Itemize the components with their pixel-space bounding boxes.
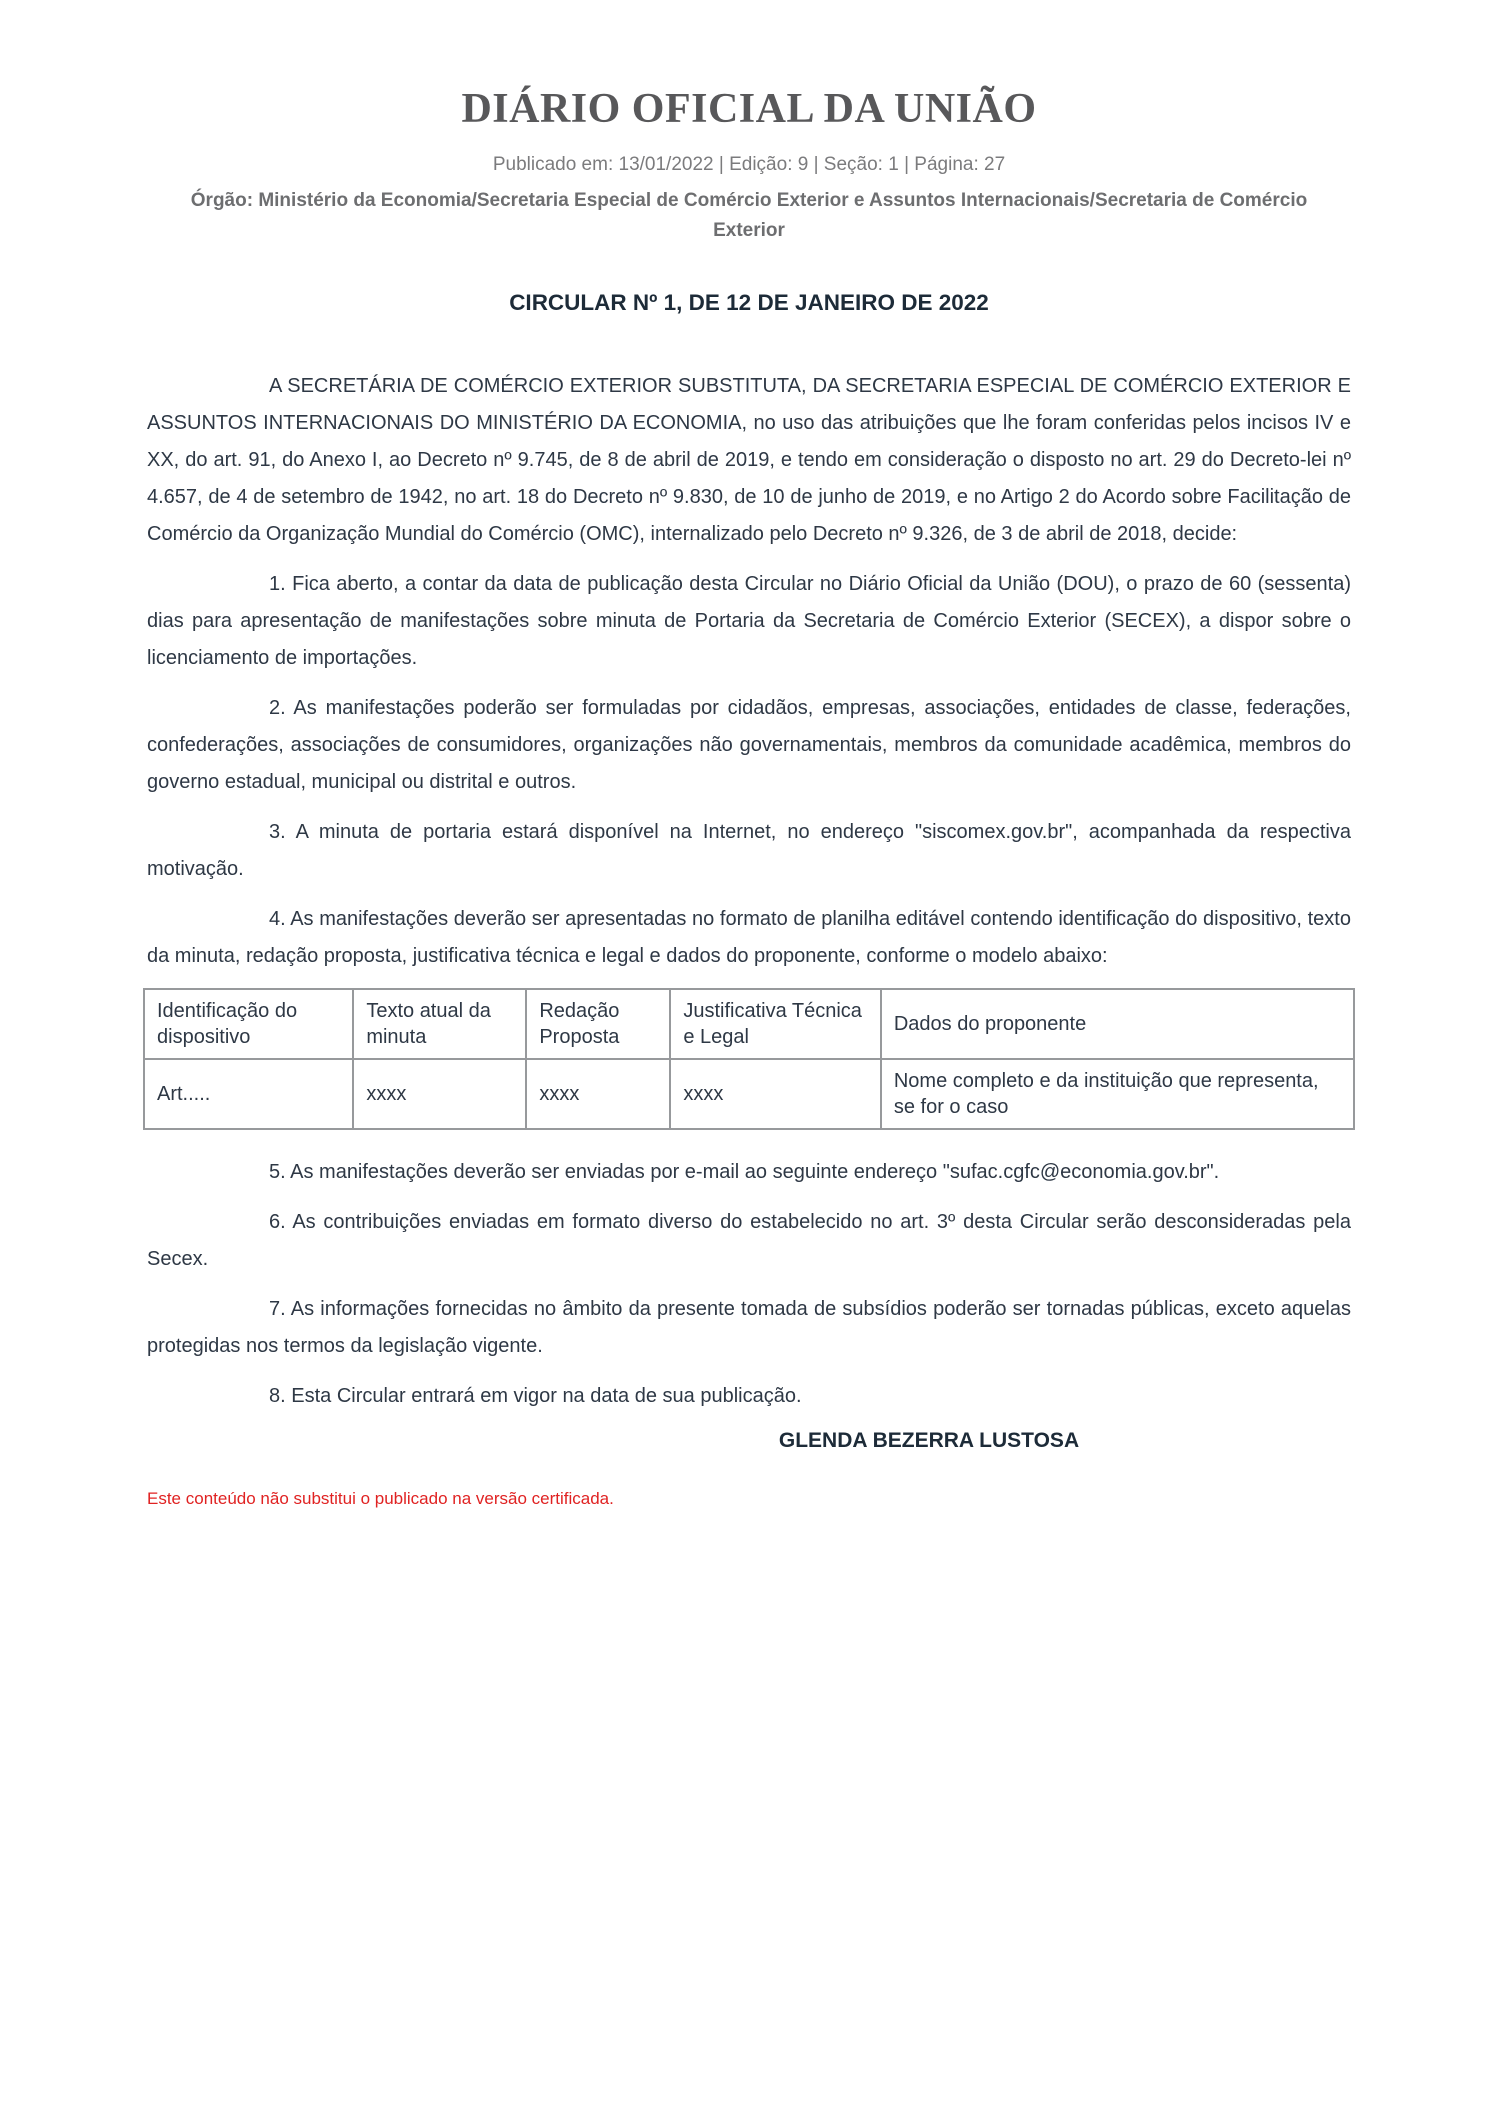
table-row — [144, 1059, 1354, 1129]
table-header-proponent-data: Dados do proponente — [881, 989, 1354, 1059]
paragraph-item-7: 7. As informações fornecidas no âmbito da presente tomada de subsídios poderão ser tornadas públicas, exceto aquelas protegidas nos termos da legislação vigente. — [147, 1298, 1351, 1357]
table-header-row — [144, 989, 1354, 1059]
table-cell-current-text: xxxx — [353, 1059, 526, 1129]
paragraph-item-1: 1. Fica aberto, a contar da data de publicação desta Circular no Diário Oficial da União (DOU), o prazo de 60 (sessenta) dias para apresentação de manifestações sobre minuta de Portaria da Secretaria de Comércio Exterior (SECEX), a dispor sobre o licenciamento de importações. — [147, 573, 1351, 669]
document-page — [147, 0, 1351, 1509]
table-cell-proponent-data: Nome completo e da instituição que representa, se for o caso — [881, 1059, 1354, 1129]
table-header-justification: Justificativa Técnica e Legal — [670, 989, 881, 1059]
publication-info: Publicado em: 13/01/2022 | Edição: 9 | Seção: 1 | Página: 27 — [492, 154, 1006, 175]
table-cell-justification: xxxx — [670, 1059, 881, 1129]
paragraph-item-4: 4. As manifestações deverão ser apresentadas no formato de planilha editável contendo identificação do dispositivo, texto da minuta, redação proposta, justificativa técnica e legal e dados do proponente, conforme o modelo abaixo: — [147, 908, 1351, 967]
circular-title: CIRCULAR Nº 1, DE 12 DE JANEIRO DE 2022 — [509, 290, 989, 315]
paragraph-item-3: 3. A minuta de portaria estará disponível na Internet, no endereço "siscomex.gov.br", acompanhada da respectiva motivação. — [147, 821, 1351, 880]
signature-name: GLENDA BEZERRA LUSTOSA — [778, 1429, 1080, 1452]
table-cell-device-id: Art..... — [144, 1059, 353, 1129]
table-cell-proposed-wording: xxxx — [526, 1059, 670, 1129]
paragraph-item-2: 2. As manifestações poderão ser formuladas por cidadãos, empresas, associações, entidades de classe, federações, confederações, associações de consumidores, organizações não governamentais, membros da comunidade acadêmica, membros do governo estadual, municipal ou distrital e outros. — [147, 697, 1351, 793]
paragraph-item-5: 5. As manifestações deverão ser enviadas por e-mail ao seguinte endereço "sufac.cgfc@economia.gov.br". — [269, 1161, 1220, 1183]
paragraph-item-6: 6. As contribuições enviadas em formato diverso do estabelecido no art. 3º desta Circular serão desconsideradas pela Secex. — [147, 1211, 1351, 1270]
certification-disclaimer: Este conteúdo não substitui o publicado na versão certificada. — [147, 1489, 614, 1508]
table-header-proposed-wording: Redação Proposta — [526, 989, 670, 1059]
document-body — [147, 368, 1351, 1415]
table-header-current-text: Texto atual da minuta — [353, 989, 526, 1059]
organ-info: Órgão: Ministério da Economia/Secretaria Especial de Comércio Exterior e Assuntos Internacionais/Secretaria de Comércio Exterior — [190, 190, 1308, 241]
paragraph-preamble: A SECRETÁRIA DE COMÉRCIO EXTERIOR SUBSTITUTA, DA SECRETARIA ESPECIAL DE COMÉRCIO EXTERIOR E ASSUNTOS INTERNACIONAIS DO MINISTÉRIO DA ECONOMIA, no uso das atribuições que lhe foram conferidas pelos incisos IV e XX, do art. 91, do Anexo I, ao Decreto nº 9.745, de 8 de abril de 2019, e tendo em consideração o disposto no art. 29 do Decreto-lei nº 4.657, de 4 de setembro de 1942, no art. 18 do Decreto nº 9.830, de 10 de junho de 2019, e no Artigo 2 do Acordo sobre Facilitação de Comércio da Organização Mundial do Comércio (OMC), internalizado pelo Decreto nº 9.326, de 3 de abril de 2018, decide: — [147, 375, 1351, 545]
manifestation-model-table — [143, 988, 1355, 1130]
masthead — [147, 86, 1351, 246]
masthead-title: DIÁRIO OFICIAL DA UNIÃO — [461, 86, 1037, 132]
paragraph-item-8: 8. Esta Circular entrará em vigor na data de sua publicação. — [269, 1385, 802, 1407]
table-header-device-id: Identificação do dispositivo — [144, 989, 353, 1059]
